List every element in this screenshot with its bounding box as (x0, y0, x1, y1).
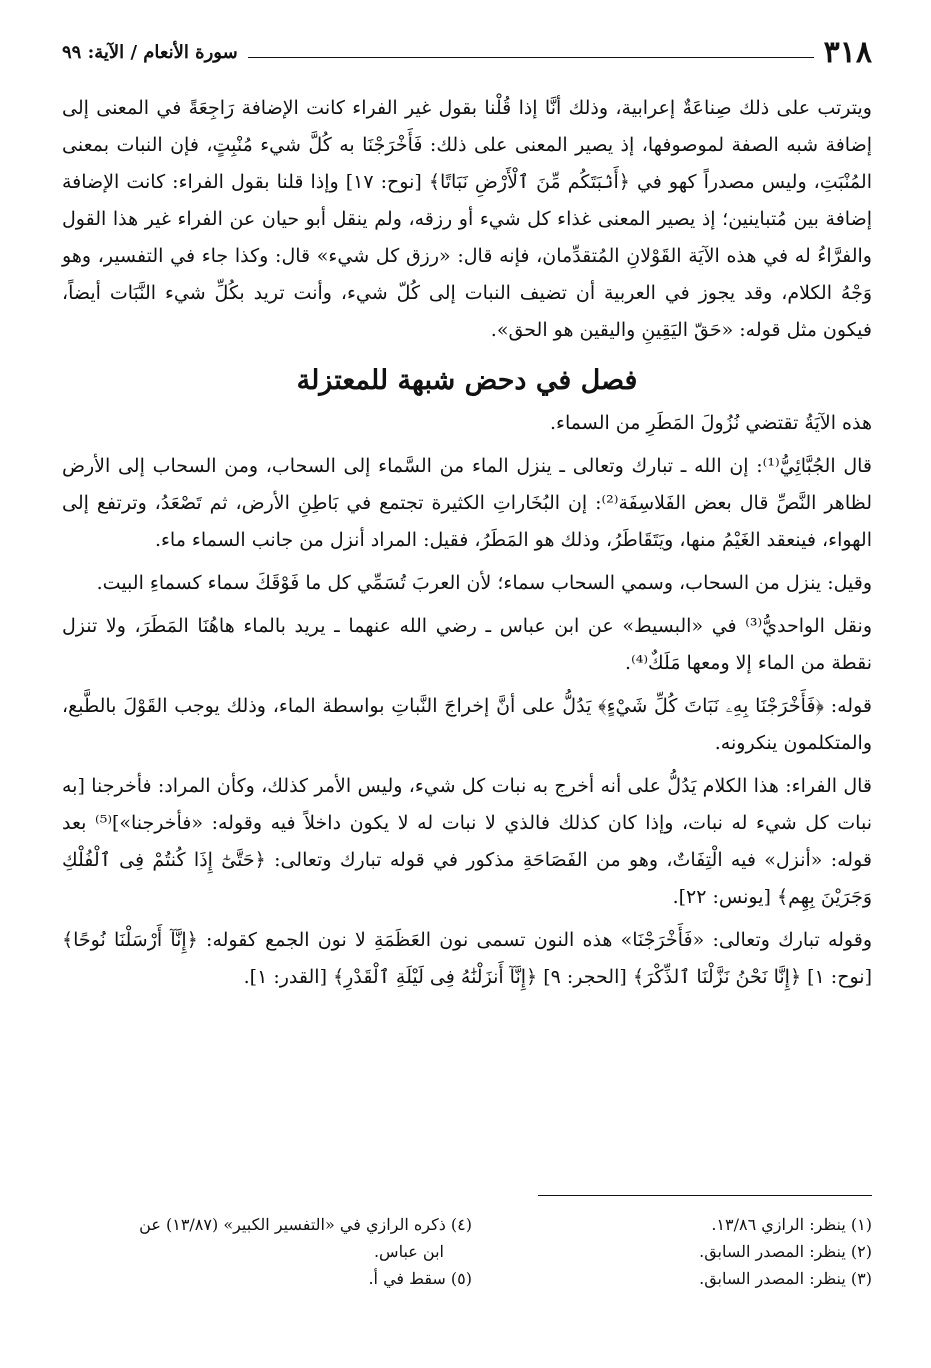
intro-paragraph: ويترتب على ذلك صِناعَةٌ إعرابية، وذلك أنَّا إذا قُلْنا بقول غير الفراء كانت الإضافة رَاجِعَةً في المعنى إلى إضافة شبه الصفة لموصوفها، إذ يصير المعنى على ذلك: فَأَخْرَجْنَا به كُلَّ شيء مُنْبِتٍ، فإن النبات بمعنى المُنْبَتِ، وليس مصدراً كهو في ﴿أَنۢبَتَكُم مِّنَ ٱلْأَرْضِ نَبَاتًا﴾ [نوح: ١٧] وإذا قلنا بقول الفراء: كانت الإضافة إضافة بين مُتباينين؛ إذ يصير المعنى غذاء كل شيء أو رزقه، ولم ينقل أبو حيان عن الفراء غير هذا القول والفرَّاءُ له في هذه الآيَة القَوْلانِ المُتقدِّمان، فإنه قال: «رزق كل شيء» قال: وكذا جاء في التفسير، وهو وَجْهُ الكلام، وقد يجوز في العربية أن تضيف النبات إلى كُلّ شيء، وأنت تريد بكُلِّ شيء النَّبَات أيضاً، فيكون مثل قوله: «حَقّ اليَقِينِ واليقين هو الحق». (62, 97, 872, 341)
paragraph-6: قال الفراء: هذا الكلام يَدُلُّ على أنه أخرج به نبات كل شيء، وليس الأمر كذلك، وكأن المراد: فأخرجنا [به نبات كل شيء له نبات، وإذا كان كذلك فالذي لا نبات له لا يكون داخلاً فيه وقوله: «فأخرجنا»]⁽⁵⁾ بعد قوله: «أنزل» فيه الْتِفَاتٌ، وهو من الفَصَاحَةِ مذكور في قوله تبارك وتعالى: ﴿حَتَّىٰٓ إِذَا كُنتُمْ فِى ٱلْفُلْكِ وَجَرَيْنَ بِهِم﴾ [يونس: ٢٢]. (62, 775, 872, 908)
paragraph-2: قال الجُبَّائِيُّ⁽¹⁾: إن الله ـ تبارك وتعالى ـ ينزل الماء من السَّماء إلى السحاب، ومن السحاب إلى الأرض لظاهر النَّصِّ قال بعض الفَلاسِفَة⁽²⁾: إن البُخَاراتِ الكثيرة تجتمع في بَاطِنِ الأرض، ثم تَصْعَدُ، وترتفع إلى الهواء، فينعقد الغَيْمُ منها، ويَتَقَاطَرُ، وذلك هو المَطَرُ، فقيل: المراد أنزل من جانب السماء ماء. (62, 455, 872, 551)
footnote-3: (٣) ينظر: المصدر السابق. (699, 1269, 872, 1288)
footnote-rule (538, 1195, 872, 1196)
paragraph-3: وقيل: ينزل من السحاب، وسمي السحاب سماء؛ لأن العربَ تُسَمِّي كل ما فَوْقَكَ سماء كسماءِ البيت. (96, 572, 872, 594)
paragraph-4: ونقل الواحديُّ⁽³⁾ في «البسيط» عن ابن عباس ـ رضي الله عنهما ـ يريد بالماء هاهُنَا المَطَرَ، ولا تنزل نقطة من الماء إلا ومعها مَلَكٌ⁽⁴⁾. (62, 615, 873, 674)
footnotes-left-column (72, 1211, 472, 1292)
footnote-5: (٥) سقط في أ. (368, 1269, 472, 1288)
footnote-1: (١) ينظر: الرازي ١٣/٨٦. (711, 1215, 872, 1234)
header-rule (248, 57, 814, 58)
paragraph-5: قوله: ﴿فَأَخْرَجْنَا بِهِۦ نَبَاتَ كُلِّ شَيْءٍ﴾ يَدُلُّ على أنَّ إخراجَ النَّباتِ بواسطة الماء، وذلك يوجب القَوْلَ بالطَّبع، والمتكلمون ينكرونه. (62, 695, 872, 754)
footnote-4-continued: ابن عباس. (373, 1242, 444, 1261)
paragraph-1: هذه الآيَةُ تقتضي نُزُولَ المَطَرِ من السماء. (550, 412, 872, 434)
paragraph-7: وقوله تبارك وتعالى: «فَأَخْرَجْنَا» هذه النون تسمى نون العَظَمَةِ لا نون الجمع كقوله: ﴿إِنَّآ أَرْسَلْنَا نُوحًا﴾ [نوح: ١] ﴿إِنَّا نَحْنُ نَزَّلْنَا ٱلذِّكْرَ﴾ [الحجر: ٩] ﴿إِنَّآ أَنزَلْنَٰهُ فِى لَيْلَةِ ٱلْقَدْرِ﴾ [القدر: ١]. (62, 929, 872, 988)
section-heading: فصل في دحض شبهة للمعتزلة (296, 365, 638, 396)
page (62, 28, 872, 996)
surah-label: سورة الأنعام / الآية: ٩٩ (62, 42, 238, 63)
page-header (62, 28, 872, 68)
footnotes-right-column (472, 1211, 872, 1292)
footnote-4: (٤) ذكره الرازي في «التفسير الكبير» (١٣/٨٧) عن (139, 1215, 472, 1234)
page-number: ٣١٨ (823, 35, 872, 70)
footnote-2: (٢) ينظر: المصدر السابق. (699, 1242, 872, 1261)
